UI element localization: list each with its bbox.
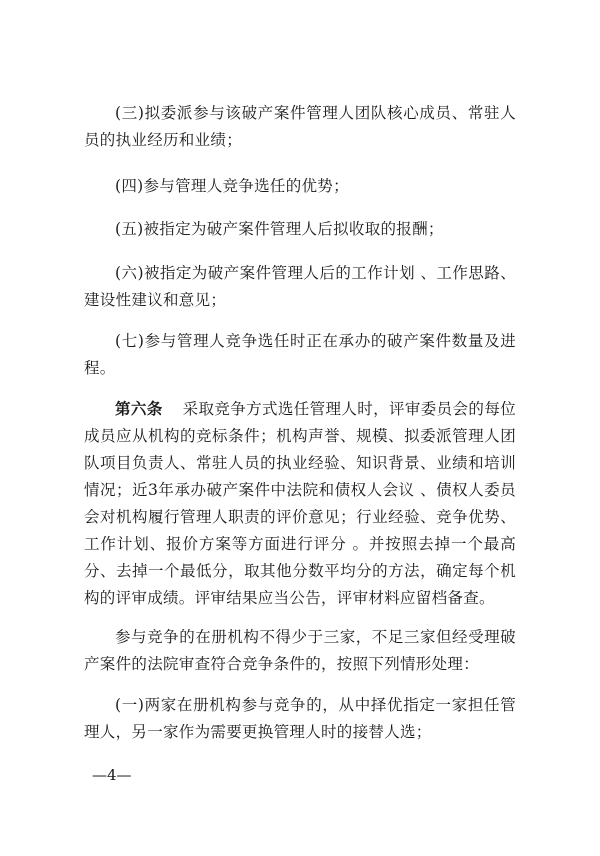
list-item-5: (五)被指定为破产案件管理人后拟收取的报酬； [115, 220, 444, 238]
article-6-body: 采取竞争方式选任管理人时，评审委员会的每位成员应从机构的竞标条件；机构声誉、规模、拟委派管理人团队项目负责人、常驻人员的执业经验、知识背景、业绩和培训情况；近3年承办破产案件中法院和债权人会议 、债权人委员会对机构履行管理人职责的评价意见；行业经验、竞争优势、工作计划、报价方案等方面进行评分 。并按照去掉一个最高分、去掉一个最低分，取其他分数平均分的方法，确定每个机构的评审成绩。评审结果应当公告，评审材料应留档备查。 [84, 400, 516, 607]
list-item-7: (七)参与管理人竞争选任时正在承办的破产案件数量及进程。 [84, 332, 516, 377]
article-6-paragraph [84, 396, 516, 612]
list-item-3: (三)拟委派参与该破产案件管理人团队核心成员、常驻人员的执业经历和业绩； [84, 104, 516, 149]
participation-paragraph: 参与竞争的在册机构不得少于三家，不足三家但经受理破产案件的法院审查符合竞争条件的，按照下列情形处理： [84, 628, 516, 673]
list-item-1: (一)两家在册机构参与竞争的，从中择优指定一家担任管理人，另一家作为需要更换管理人时的接替人选； [84, 696, 516, 741]
list-item-6: (六)被指定为破产案件管理人后的工作计划 、工作思路、建设性建议和意见； [84, 264, 516, 309]
article-6-label: 第六条 [115, 400, 163, 418]
page-number: —4— [92, 766, 132, 784]
list-item-4: (四)参与管理人竞争选任的优势； [115, 177, 349, 195]
